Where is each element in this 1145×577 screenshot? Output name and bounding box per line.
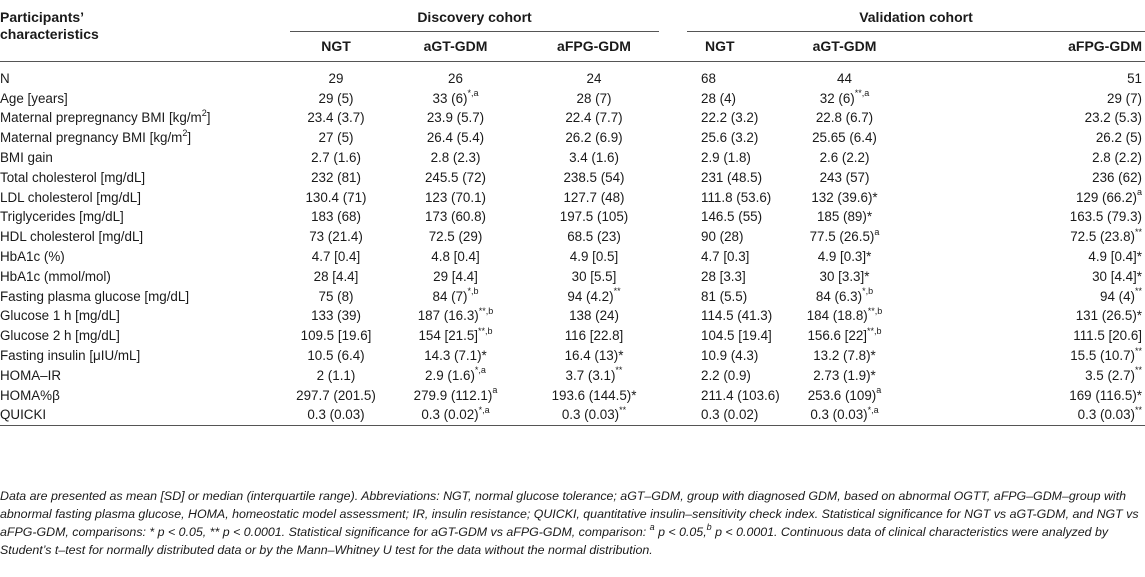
cell-validation-ngt: 0.3 (0.02): [701, 407, 759, 423]
cell-validation-afpg-gdm: 2.8 (2.2): [1092, 150, 1142, 166]
cell-label: HOMA–IR: [0, 367, 62, 383]
cell-discovery-agt-gdm: 123 (70.1): [424, 189, 487, 205]
cell-label: Maternal pregnancy BMI $[kg/m^2]$: [0, 127, 192, 146]
cell-discovery-afpg-gdm: 22.4 (7.7): [565, 110, 623, 126]
cell-validation-afpg-gdm: 236 (62): [1092, 169, 1142, 185]
cell-label: Triglycerides [mg/dL]: [0, 209, 124, 225]
cell-validation-agt-gdm: 253.6 $(109)^a$: [807, 385, 882, 403]
table-row: [0, 386, 1145, 406]
superscript-mark: a: [1136, 187, 1142, 198]
superscript-mark: **: [1134, 404, 1142, 415]
table-row: [0, 366, 1145, 386]
column-gap: [659, 168, 687, 188]
cell-discovery-ngt: 23.4 (3.7): [307, 110, 365, 126]
column-gap: [659, 346, 687, 366]
cell-validation-afpg-gdm: 94 (4)**: [1100, 286, 1142, 304]
cell-validation-ngt: 10.9 (4.3): [701, 348, 759, 364]
table-row: [0, 346, 1145, 366]
validation-afpg-gdm-header: aFPG-GDM: [1068, 38, 1142, 54]
cell-validation-ngt: 231 (48.5): [701, 169, 763, 185]
cell-discovery-afpg-gdm: 3.4 (1.6): [569, 150, 619, 166]
column-gap: [659, 109, 687, 129]
cell-label: Age [years]: [0, 90, 68, 106]
cell-label: Glucose 1 h [mg/dL]: [0, 308, 120, 324]
superscript-mark: **,b: [867, 325, 882, 336]
superscript-mark: *,a: [467, 88, 479, 99]
column-gap: [659, 69, 687, 89]
cell-validation-agt-gdm: 13.2 (7.8)*: [813, 348, 876, 364]
superscript-mark: a: [874, 226, 880, 237]
cell-validation-agt-gdm: 243 (57): [819, 169, 870, 185]
cell-label: Maternal prepregnancy BMI $[kg/m^2]$: [0, 108, 211, 126]
cell-discovery-agt-gdm: 84 $(7)^{*,b}$: [432, 286, 479, 304]
cell-validation-afpg-gdm: 129 $(66.2)^a$: [1075, 187, 1142, 205]
cell-discovery-ngt: 29 (5): [318, 90, 354, 106]
cell-validation-afpg-gdm: 0.3 (0.03)**: [1077, 404, 1142, 423]
cell-validation-ngt: 22.2 (3.2): [701, 110, 759, 126]
cell-validation-agt-gdm: 2.6 (2.2): [819, 150, 870, 166]
superscript-mark: **,b: [478, 305, 494, 316]
superscript-mark: *,a: [478, 404, 490, 415]
superscript-mark: **: [613, 286, 621, 297]
superscript-mark: *,b: [467, 286, 479, 297]
cell-discovery-agt-gdm: 187 $(16.3)^{**,b}$: [417, 305, 494, 324]
validation-agt-gdm-header: aGT-GDM: [812, 38, 877, 54]
validation-ngt-header: NGT: [705, 38, 735, 54]
cell-discovery-agt-gdm: 2.9 $(1.6)^{*,a}$: [425, 365, 486, 383]
column-gap: [659, 208, 687, 228]
discovery-ngt-header: NGT: [321, 38, 351, 54]
cell-validation-ngt: 111.8 (53.6): [701, 189, 772, 205]
superscript-mark: **: [619, 404, 627, 415]
cell-label: Fasting insulin [μIU/mL]: [0, 348, 141, 364]
cell-discovery-ngt: 73 (21.4): [309, 229, 363, 245]
cell-validation-agt-gdm: 25.65 (6.4): [812, 130, 877, 146]
superscript-mark: **: [1134, 345, 1142, 356]
cell-discovery-agt-gdm: 29 [4.4]: [433, 268, 478, 284]
cell-discovery-ngt: 130.4 (71): [305, 189, 367, 205]
superscript-mark: 2: [182, 127, 188, 138]
table-row: [0, 168, 1145, 188]
cell-validation-afpg-gdm: 131 (26.5)*: [1075, 308, 1142, 324]
cell-discovery-agt-gdm: 26.4 (5.4): [426, 130, 485, 146]
column-gap: [659, 227, 687, 247]
table-row: [0, 69, 1145, 89]
cell-discovery-agt-gdm: 14.3 (7.1)*: [424, 348, 487, 364]
cell-validation-afpg-gdm: 163.5 (79.3): [1069, 209, 1142, 225]
cell-validation-ngt: 28 [3.3]: [701, 268, 746, 284]
cell-discovery-afpg-gdm: 24: [586, 70, 602, 86]
cell-validation-agt-gdm: 184 $(18.8)^{**,b}$: [806, 305, 883, 324]
superscript-mark: *,a: [474, 365, 486, 376]
cell-validation-ngt: 146.5 (55): [701, 209, 763, 225]
superscript-mark: **,b: [867, 305, 883, 316]
cell-discovery-agt-gdm: 279.9 $(112.1)^a$: [413, 385, 498, 403]
cell-validation-agt-gdm: 84 $(6.3)^{*,b}$: [815, 286, 874, 304]
cell-discovery-ngt: 133 (39): [311, 308, 361, 324]
cell-label: LDL cholesterol [mg/dL]: [0, 189, 141, 205]
cell-validation-agt-gdm: 22.8 (6.7): [815, 110, 874, 126]
cell-discovery-agt-gdm: 23.9 (5.7): [426, 110, 485, 126]
cell-validation-afpg-gdm: 26.2 (5): [1095, 130, 1142, 146]
cell-label: Glucose 2 h [mg/dL]: [0, 328, 120, 344]
cell-discovery-afpg-gdm: 4.9 [0.5]: [569, 249, 619, 265]
cell-discovery-agt-gdm: 4.8 [0.4]: [431, 249, 480, 265]
superscript-mark: **: [1134, 286, 1142, 297]
cell-validation-ngt: 81 (5.5): [701, 288, 748, 304]
cell-validation-afpg-gdm: 4.9 [0.4]*: [1088, 249, 1142, 265]
cell-label: BMI gain: [0, 150, 53, 166]
cell-label: HOMA%β: [0, 387, 60, 403]
column-gap: [659, 287, 687, 307]
table-row: [0, 128, 1145, 148]
spacer-row: [0, 61, 1145, 69]
cell-validation-afpg-gdm: 72.5 (23.8)**: [1070, 226, 1142, 245]
cell-discovery-agt-gdm: 26: [448, 70, 463, 86]
cell-validation-afpg-gdm: 15.5 (10.7)**: [1070, 345, 1142, 364]
cell-label: HbA1c (%): [0, 249, 65, 265]
cell-validation-ngt: 25.6 (3.2): [701, 130, 759, 146]
superscript-mark: a: [876, 385, 882, 396]
cell-discovery-ngt: 2.7 (1.6): [311, 150, 361, 166]
table-row: [0, 287, 1145, 307]
cell-validation-agt-gdm: 4.9 [0.3]*: [817, 249, 872, 265]
superscript-mark: *,a: [867, 404, 879, 415]
cell-discovery-ngt: 27 (5): [318, 130, 354, 146]
cell-discovery-ngt: 297.7 (201.5): [296, 387, 376, 403]
table-row: [0, 227, 1145, 247]
cell-validation-afpg-gdm: 29 (7): [1107, 90, 1142, 106]
cell-validation-afpg-gdm: 23.2 (5.3): [1084, 110, 1142, 126]
table-row: [0, 247, 1145, 267]
cell-discovery-afpg-gdm: 26.2 (6.9): [565, 130, 623, 146]
column-gap: [659, 247, 687, 267]
cell-discovery-afpg-gdm: 68.5 (23): [567, 229, 621, 245]
cell-validation-agt-gdm: 30 [3.3]*: [819, 268, 870, 284]
cell-discovery-agt-gdm: 154 $[21.5]^{**,b}$: [418, 325, 493, 344]
table-row: [0, 307, 1145, 327]
cell-label: Total cholesterol [mg/dL]: [0, 169, 146, 185]
cell-validation-agt-gdm: 156.6 $[22]^{**,b}$: [807, 325, 882, 344]
superscript-mark: 2: [201, 108, 207, 119]
column-gap: [659, 128, 687, 148]
column-gap: [659, 406, 687, 426]
cell-validation-agt-gdm: 32 $(6)^{**,a}$: [819, 88, 870, 106]
cell-label: N: [0, 70, 10, 86]
cell-discovery-ngt: 232 (81): [311, 169, 361, 185]
cell-validation-afpg-gdm: 111.5 [20.6]: [1073, 328, 1142, 344]
cell-label: HDL cholesterol [mg/dL]: [0, 229, 144, 245]
cell-validation-agt-gdm: 2.73 (1.9)*: [813, 367, 876, 383]
column-gap: [659, 188, 687, 208]
column-gap: [659, 326, 687, 346]
cell-validation-afpg-gdm: 3.5 (2.7)**: [1085, 365, 1142, 383]
cell-discovery-ngt: 109.5 [19.6]: [300, 328, 372, 344]
header-gap: [659, 0, 687, 31]
column-gap: [659, 386, 687, 406]
superscript-mark: *,b: [862, 286, 874, 297]
table-body: [0, 61, 1145, 425]
cell-discovery-afpg-gdm: 193.6 (144.5)*: [551, 387, 637, 403]
header-gap: [659, 31, 687, 61]
cell-validation-ngt: 4.7 [0.3]: [701, 249, 750, 265]
cell-validation-ngt: 28 (4): [701, 90, 736, 106]
discovery-cohort-header: Discovery cohort: [290, 0, 659, 31]
cell-validation-agt-gdm: 77.5 $(26.5)^a$: [809, 226, 880, 245]
header-row-cohorts: [0, 0, 1145, 31]
cell-validation-ngt: 114.5 (41.3): [701, 308, 773, 324]
table-row: [0, 109, 1145, 129]
discovery-afpg-gdm-header: aFPG-GDM: [557, 38, 631, 54]
cell-validation-ngt: 2.2 (0.9): [701, 367, 751, 383]
cell-label: Fasting plasma glucose [mg/dL]: [0, 288, 190, 304]
cell-validation-ngt: 68: [701, 70, 716, 86]
column-gap: [659, 366, 687, 386]
cell-validation-ngt: 2.9 (1.8): [701, 150, 751, 166]
table-row: [0, 208, 1145, 228]
table-row: [0, 148, 1145, 168]
cell-validation-afpg-gdm: 169 (116.5)*: [1069, 387, 1142, 403]
table-row: [0, 188, 1145, 208]
table-row: [0, 267, 1145, 287]
cell-label: QUICKI: [0, 407, 47, 423]
superscript-mark: **: [1134, 226, 1142, 237]
cell-discovery-afpg-gdm: 16.4 (13)*: [564, 348, 624, 364]
column-gap: [659, 148, 687, 168]
superscript-mark: **,b: [478, 325, 493, 336]
cell-discovery-agt-gdm: 0.3 $(0.02)^{*,a}$: [421, 404, 490, 423]
cell-validation-ngt: 104.5 [19.4]: [701, 328, 772, 344]
cell-discovery-ngt: 2 (1.1): [316, 367, 356, 383]
cell-discovery-afpg-gdm: 138 (24): [569, 308, 619, 324]
cell-discovery-afpg-gdm: 197.5 (105): [559, 209, 629, 225]
cell-validation-agt-gdm: 185 (89)*: [816, 209, 873, 225]
superscript-mark: **: [615, 365, 623, 376]
column-gap: [659, 89, 687, 109]
cell-validation-ngt: 211.4 (103.6): [701, 387, 780, 403]
superscript-mark: b: [706, 521, 712, 532]
cell-validation-afpg-gdm: 30 [4.4]*: [1092, 268, 1142, 284]
cell-discovery-ngt: 75 (8): [318, 288, 354, 304]
characteristics-header-line2: characteristics: [0, 26, 99, 42]
cell-validation-agt-gdm: 0.3 $(0.03)^{*,a}$: [810, 404, 879, 423]
table-row: [0, 89, 1145, 109]
column-gap: [659, 307, 687, 327]
cell-discovery-ngt: 4.7 [0.4]: [311, 249, 361, 265]
cell-validation-afpg-gdm: 51: [1127, 70, 1142, 86]
cell-discovery-afpg-gdm: 127.7 (48): [563, 189, 625, 205]
superscript-mark: a: [492, 385, 498, 396]
cell-discovery-ngt: 0.3 (0.03): [307, 407, 365, 423]
characteristics-column-header: [0, 0, 290, 61]
table-footnote: Data are presented as mean [SD] or median (interquartile range). Abbreviations: NGT, normal glucose tolerance; aGT–GDM, group with diagnosed GDM, based on abnormal OGTT, aFPG–GDM–group with abnormal fasting plasma glucose, HOMA, homeostatic model assessment; IR, insulin resistance; QUICKI, quantitative insulin–sensitivity check index. Statistical significance for NGT vs aGT-GDM, and NGT vs aFPG-GDM, comparisons: * p < 0.05, ** p < 0.0001. Statistical significance for aGT-GDM vs aFPG-GDM, comparison: $^a$ p < 0.05,$^b$ p < 0.0001. Continuous data of clinical characteristics were analyzed by Student’s t–test for normally distributed data or by the Mann–Whitney U test for the data without the normal distribution.: [0, 489, 1139, 557]
superscript-mark: a: [649, 521, 655, 532]
cell-validation-agt-gdm: 132 (39.6)*: [811, 189, 878, 205]
cell-discovery-afpg-gdm: 0.3 (0.03)**: [561, 404, 627, 423]
cell-discovery-afpg-gdm: 238.5 (54): [563, 169, 625, 185]
cell-label: HbA1c (mmol/mol): [0, 268, 111, 284]
cell-discovery-agt-gdm: 245.5 (72): [424, 169, 487, 185]
table-row: [0, 326, 1145, 346]
cell-discovery-afpg-gdm: 3.7 (3.1)**: [565, 365, 623, 383]
characteristics-header-line1: Participants’: [0, 9, 85, 25]
superscript-mark: **,a: [854, 88, 870, 99]
column-gap: [659, 267, 687, 287]
cell-validation-agt-gdm: 44: [837, 70, 852, 86]
cell-discovery-ngt: 29: [328, 70, 344, 86]
cell-discovery-afpg-gdm: 28 (7): [576, 90, 612, 106]
table-row: [0, 406, 1145, 426]
cell-discovery-afpg-gdm: 116 [22.8]: [564, 328, 624, 344]
cell-discovery-afpg-gdm: 30 [5.5]: [571, 268, 617, 284]
cell-discovery-ngt: 183 (68): [311, 209, 361, 225]
cell-discovery-afpg-gdm: 94 (4.2)**: [567, 286, 621, 304]
cell-discovery-agt-gdm: 33 $(6)^{*,a}$: [432, 88, 479, 106]
discovery-agt-gdm-header: aGT-GDM: [423, 38, 488, 54]
cell-discovery-agt-gdm: 2.8 (2.3): [430, 150, 481, 166]
cell-discovery-ngt: 10.5 (6.4): [307, 348, 365, 364]
cell-discovery-agt-gdm: 173 (60.8): [424, 209, 487, 225]
validation-cohort-header: Validation cohort: [687, 0, 1145, 31]
cell-validation-ngt: 90 (28): [701, 229, 744, 245]
cell-discovery-ngt: 28 [4.4]: [313, 268, 359, 284]
superscript-mark: **: [1134, 365, 1142, 376]
cell-discovery-agt-gdm: 72.5 (29): [428, 229, 483, 245]
